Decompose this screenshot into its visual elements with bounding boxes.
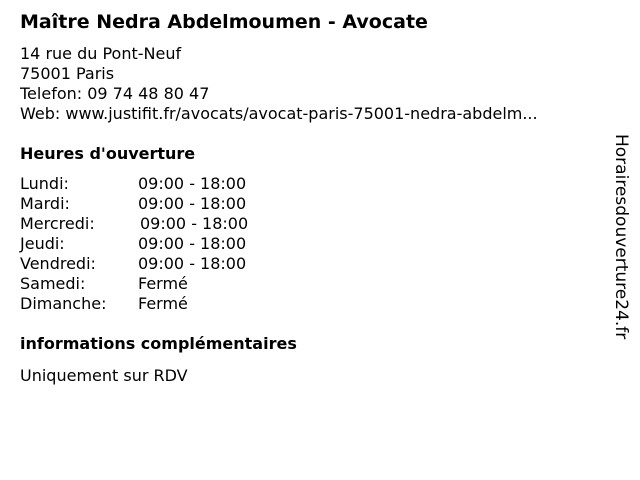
hours-value: 09:00 - 18:00 [138, 234, 247, 253]
page-title: Maître Nedra Abdelmoumen - Avocate [20, 11, 428, 33]
opening-hours-table [20, 174, 320, 314]
address-block [20, 44, 538, 124]
hours-row-friday [20, 254, 320, 274]
hours-row-thursday [20, 234, 320, 254]
hours-row-wednesday [20, 214, 320, 234]
website-link[interactable]: Web: www.justifit.fr/avocats/avocat-paris-75001-nedra-abdelm... [20, 104, 538, 123]
hours-value: 09:00 - 18:00 [140, 214, 249, 233]
day-label: Dimanche: [20, 294, 107, 313]
day-label: Vendredi: [20, 254, 96, 273]
hours-row-saturday [20, 274, 320, 294]
additional-info-heading: informations complémentaires [20, 334, 297, 353]
day-label: Mercredi: [20, 214, 95, 233]
street-address: 14 rue du Pont-Neuf [20, 44, 182, 63]
city-postal-code: 75001 Paris [20, 64, 115, 83]
additional-info-text: Uniquement sur RDV [20, 366, 188, 385]
day-label: Samedi: [20, 274, 86, 293]
opening-hours-heading: Heures d'ouverture [20, 144, 196, 163]
hours-row-tuesday [20, 194, 320, 214]
day-label: Jeudi: [20, 234, 65, 253]
day-label: Mardi: [20, 194, 70, 213]
hours-value: Fermé [138, 294, 188, 313]
hours-value: 09:00 - 18:00 [138, 194, 247, 213]
hours-row-monday [20, 174, 320, 194]
hours-value: Fermé [138, 274, 188, 293]
phone-number: Telefon: 09 74 48 80 47 [20, 84, 210, 103]
hours-value: 09:00 - 18:00 [138, 174, 247, 193]
hours-row-sunday [20, 294, 320, 314]
hours-value: 09:00 - 18:00 [138, 254, 247, 273]
site-watermark: Horairesdouverture24.fr [611, 134, 631, 340]
day-label: Lundi: [20, 174, 69, 193]
